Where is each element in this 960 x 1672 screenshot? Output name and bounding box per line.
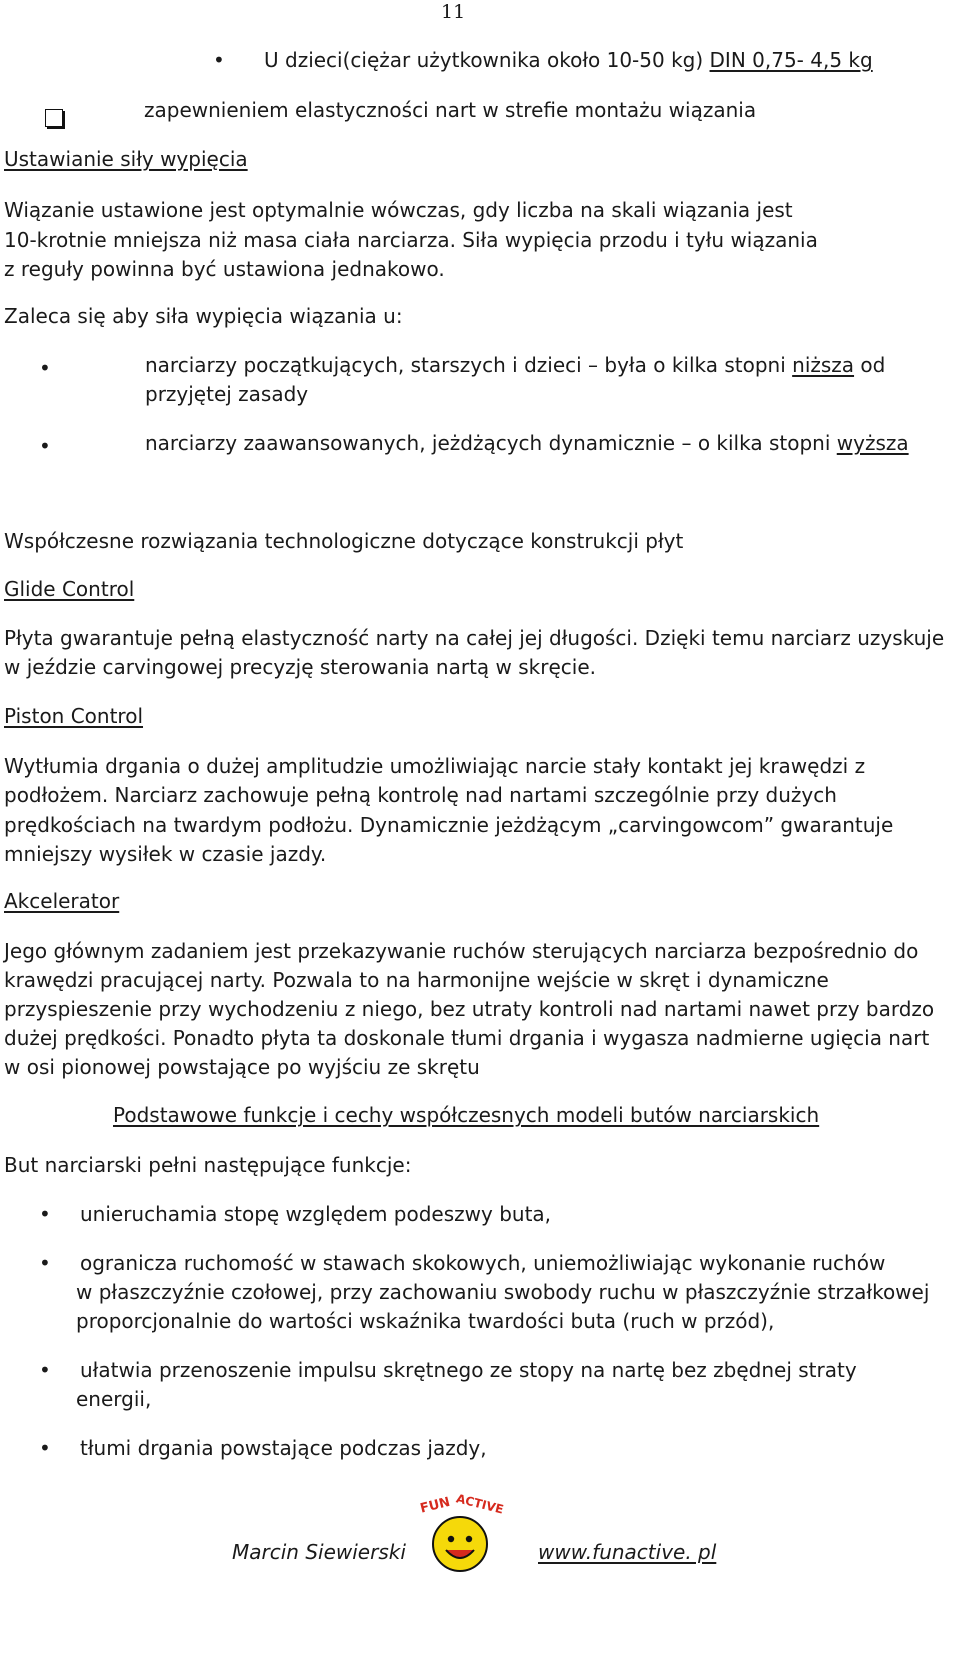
akcel-text-line: w osi pionowej powstające po wyjściu ze skrętu — [4, 1055, 480, 1079]
fun-active-logo-graphic — [412, 1488, 504, 1574]
bullet-glyph: • — [39, 1202, 51, 1226]
page-number: 11 — [441, 1, 466, 23]
bullet-glyph: • — [213, 48, 225, 72]
para1-line: Wiązanie ustawione jest optymalnie wówczas, gdy liczba na skali wiązania jest — [4, 198, 793, 222]
glide-control-title: Glide Control — [4, 577, 135, 601]
recommend-b1-prefix: narciarzy początkujących, starszych i dzieci – była o kilka stopni — [145, 353, 793, 377]
footer-url-link[interactable]: www.funactive. pl — [538, 1540, 717, 1564]
boots-bullet-2-line: w płaszczyźnie czołowej, przy zachowaniu swobody ruchu w płaszczyźnie strzałkowej — [76, 1280, 930, 1304]
akcel-text-line: Jego głównym zadaniem jest przekazywanie ruchów sterujących narciarza bezpośrednio do — [4, 939, 919, 963]
boots-intro: But narciarski pełni następujące funkcje: — [4, 1153, 412, 1177]
piston-text-line: mniejszy wysiłek w czasie jazdy. — [4, 842, 327, 866]
checkbox-icon — [45, 109, 63, 127]
top-bullet-text — [264, 48, 873, 72]
boots-bullet-3-line: energii, — [76, 1387, 152, 1411]
boots-bullet-4: tłumi drgania powstające podczas jazdy, — [80, 1436, 487, 1460]
piston-control-title: Piston Control — [4, 704, 144, 728]
top-bullet-prefix: U dzieci(ciężar użytkownika około 10-50 kg) — [264, 48, 710, 72]
akcelerator-title: Akcelerator — [4, 889, 120, 913]
glide-text-line: Płyta gwarantuje pełną elastyczność narty na całej jej długości. Dzięki temu narciarz uzyskuje — [4, 626, 945, 650]
glide-text-line: w jeździe carvingowej precyzję sterowania nartą w skręcie. — [4, 655, 596, 679]
bullet-glyph: • — [39, 1358, 51, 1382]
din-range: DIN 0,75- 4,5 kg — [709, 48, 873, 72]
recommend-intro: Zaleca się aby siła wypięcia wiązania u: — [4, 304, 403, 328]
piston-text-line: Wytłumia drgania o dużej amplitudzie umożliwiając narcie stały kontakt jej krawędzi z — [4, 754, 866, 778]
recommend-b2-higher: wyższa — [836, 431, 909, 455]
bullet-glyph: • — [39, 1436, 51, 1460]
heading-release-force: Ustawianie siły wypięcia — [4, 147, 248, 171]
fun-active-logo — [412, 1488, 504, 1574]
bullet-glyph: • — [39, 356, 51, 380]
modern-solutions-heading: Współczesne rozwiązania technologiczne dotyczące konstrukcji płyt — [4, 529, 684, 553]
recommend-b1-suffix: od — [854, 353, 886, 377]
recommend-bullet-1 — [145, 353, 885, 377]
recommend-bullet-2 — [145, 431, 909, 455]
svg-text:FUN: FUN — [418, 1494, 452, 1517]
boots-heading: Podstawowe funkcje i cechy współczesnych modeli butów narciarskich — [113, 1103, 820, 1127]
boots-bullet-1: unieruchamia stopę względem podeszwy buta, — [80, 1202, 552, 1226]
recommend-b1-lower: niższa — [792, 353, 855, 377]
akcel-text-line: przyspieszenie przy wychodzeniu z niego, bez utraty kontroli nad nartami nawet przy bardzo — [4, 997, 935, 1021]
boots-bullet-2-line: proporcjonalnie do wartości wskaźnika twardości buta (ruch w przód), — [76, 1309, 775, 1333]
akcel-text-line: krawędzi pracującej narty. Pozwala to na harmonijne wejście w skręt i dynamiczne — [4, 968, 829, 992]
svg-text:ACTIVE: ACTIVE — [454, 1491, 504, 1517]
recommend-b2-prefix: narciarzy zaawansowanych, jeżdżących dynamicznie – o kilka stopni — [145, 431, 837, 455]
checkbox-item-text: zapewnieniem elastyczności nart w strefie montażu wiązania — [144, 98, 757, 122]
akcel-text-line: dużej prędkości. Ponadto płyta ta doskonale tłumi drgania i wygasza nadmierne ugięcia nart — [4, 1026, 930, 1050]
piston-text-line: prędkościach na twardym podłożu. Dynamicznie jeżdżącym „carvingowcom” gwarantuje — [4, 813, 894, 837]
bullet-glyph: • — [39, 1251, 51, 1275]
recommend-bullet-1-line2: przyjętej zasady — [145, 382, 309, 406]
bullet-glyph: • — [39, 434, 51, 458]
boots-bullet-3-line: ułatwia przenoszenie impulsu skrętnego ze stopy na nartę bez zbędnej straty — [80, 1358, 857, 1382]
para1-line: z reguły powinna być ustawiona jednakowo. — [4, 257, 445, 281]
boots-bullet-2-line: ogranicza ruchomość w stawach skokowych, uniemożliwiając wykonanie ruchów — [80, 1251, 886, 1275]
piston-text-line: podłożem. Narciarz zachowuje pełną kontrolę nad nartami szczególnie przy dużych — [4, 783, 837, 807]
para1-line: 10-krotnie mniejsza niż masa ciała narciarza. Siła wypięcia przodu i tyłu wiązania — [4, 228, 818, 252]
footer-author: Marcin Siewierski — [232, 1540, 406, 1564]
